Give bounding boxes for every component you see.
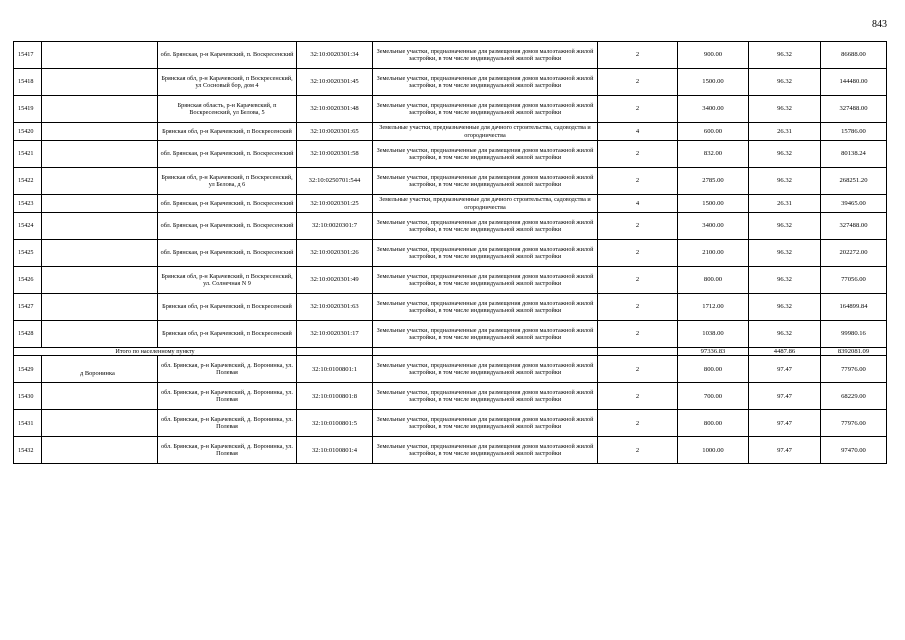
cadastral-number-cell: 32:10:0020301:48 — [297, 96, 373, 123]
group-cell: 2 — [598, 383, 678, 410]
cadastral-number-cell: 32:10:0100801:1 — [297, 356, 373, 383]
row-number: 15428 — [14, 321, 42, 348]
table-row — [14, 69, 887, 96]
area-cell: 900.00 — [678, 42, 749, 69]
land-purpose-cell: Земельные участки, предназначенные для размещения домов малоэтажной жилой застройки, в том числе индивидуальной жилой застройки — [373, 69, 598, 96]
table-body-voroninka — [14, 356, 887, 464]
subtotal-rate: 4487.86 — [749, 348, 821, 356]
row-number: 15423 — [14, 195, 42, 213]
cadastral-value-cell: 15786.00 — [821, 123, 887, 141]
table-row — [14, 141, 887, 168]
cadastral-value-cell: 97470.00 — [821, 437, 887, 464]
cell-empty — [42, 96, 158, 123]
rate-cell: 96.32 — [749, 168, 821, 195]
rate-cell: 26.31 — [749, 195, 821, 213]
table-row — [14, 240, 887, 267]
group-cell: 2 — [598, 410, 678, 437]
land-purpose-cell: Земельные участки, предназначенные для размещения домов малоэтажной жилой застройки, в том числе индивидуальной жилой застройки — [373, 96, 598, 123]
table-row — [14, 437, 887, 464]
area-cell: 600.00 — [678, 123, 749, 141]
cadastral-value-cell: 99980.16 — [821, 321, 887, 348]
cadastral-number-cell: 32:10:0020301:58 — [297, 141, 373, 168]
land-purpose-cell: Земельные участки, предназначенные для размещения домов малоэтажной жилой застройки, в том числе индивидуальной жилой застройки — [373, 410, 598, 437]
cadastral-number-cell: 32:10:0020301:49 — [297, 267, 373, 294]
rate-cell: 96.32 — [749, 240, 821, 267]
cadastral-value-cell: 77976.00 — [821, 410, 887, 437]
area-cell: 3400.00 — [678, 213, 749, 240]
cell-empty — [598, 348, 678, 356]
table-row — [14, 168, 887, 195]
land-register-table — [13, 41, 887, 464]
cell-empty — [373, 348, 598, 356]
rate-cell: 96.32 — [749, 321, 821, 348]
address-cell: Брянская обл, р-н Карачевский, п Воскресенский, ул Белова, д 6 — [158, 168, 297, 195]
land-purpose-cell: Земельные участки, предназначенные для размещения домов малоэтажной жилой застройки, в том числе индивидуальной жилой застройки — [373, 141, 598, 168]
address-cell: обл. Брянская, р-н Карачевский, п. Воскресенский — [158, 240, 297, 267]
row-number: 15425 — [14, 240, 42, 267]
address-cell: обл. Брянская, р-н Карачевский, п. Воскресенский — [158, 141, 297, 168]
cadastral-value-cell: 80138.24 — [821, 141, 887, 168]
group-cell: 2 — [598, 437, 678, 464]
cadastral-number-cell: 32:10:0100801:8 — [297, 383, 373, 410]
cadastral-number-cell: 32:10:0020301:17 — [297, 321, 373, 348]
address-cell: обл. Брянская, р-н Карачевский, п. Воскресенский — [158, 195, 297, 213]
land-purpose-cell: Земельные участки, предназначенные для размещения домов малоэтажной жилой застройки, в том числе индивидуальной жилой застройки — [373, 383, 598, 410]
subtotal-area: 97336.83 — [678, 348, 749, 356]
table-row — [14, 294, 887, 321]
table-row — [14, 383, 887, 410]
cadastral-number-cell: 32:10:0020301:26 — [297, 240, 373, 267]
subtotal-label: Итого по населенному пункту — [14, 348, 297, 356]
address-cell: обл. Брянская, р-н Карачевский, п. Воскресенский — [158, 213, 297, 240]
table-body-voskresensky — [14, 42, 887, 348]
area-cell: 700.00 — [678, 383, 749, 410]
cadastral-number-cell: 32:10:0020301:25 — [297, 195, 373, 213]
rate-cell: 96.32 — [749, 267, 821, 294]
group-cell: 2 — [598, 240, 678, 267]
area-cell: 2785.00 — [678, 168, 749, 195]
cadastral-value-cell: 68229.00 — [821, 383, 887, 410]
settlement-name: д Воронинка — [80, 370, 115, 377]
rate-cell: 96.32 — [749, 213, 821, 240]
group-cell: 2 — [598, 267, 678, 294]
subtotal-value: 8392081.09 — [821, 348, 887, 356]
cadastral-number-cell: 32:10:0020301:45 — [297, 69, 373, 96]
address-cell: Брянская обл, р-н Карачевский, п Воскресенский — [158, 123, 297, 141]
table-row — [14, 356, 887, 383]
cadastral-value-cell: 268251.20 — [821, 168, 887, 195]
cell-empty — [42, 383, 158, 410]
rate-cell: 97.47 — [749, 437, 821, 464]
area-cell: 1000.00 — [678, 437, 749, 464]
cell-empty — [42, 213, 158, 240]
row-number: 15417 — [14, 42, 42, 69]
cell-empty — [42, 267, 158, 294]
area-cell: 3400.00 — [678, 96, 749, 123]
cadastral-number-cell: 32:10:0100801:4 — [297, 437, 373, 464]
row-number: 15422 — [14, 168, 42, 195]
group-cell: 2 — [598, 294, 678, 321]
group-cell: 2 — [598, 141, 678, 168]
cadastral-number-cell: 32:10:0020301:63 — [297, 294, 373, 321]
cadastral-number-cell: 32:10:0020301:34 — [297, 42, 373, 69]
rate-cell: 96.32 — [749, 141, 821, 168]
land-purpose-cell: Земельные участки, предназначенные для дачного строительства, садоводства и огородничества — [373, 195, 598, 213]
area-cell: 1712.00 — [678, 294, 749, 321]
area-cell: 832.00 — [678, 141, 749, 168]
row-number: 15418 — [14, 69, 42, 96]
group-cell: 2 — [598, 96, 678, 123]
land-purpose-cell: Земельные участки, предназначенные для размещения домов малоэтажной жилой застройки, в том числе индивидуальной жилой застройки — [373, 240, 598, 267]
table-row — [14, 42, 887, 69]
row-number: 15427 — [14, 294, 42, 321]
row-number: 15429 — [14, 356, 42, 383]
rate-cell: 26.31 — [749, 123, 821, 141]
cell-empty — [42, 437, 158, 464]
cell-empty — [42, 294, 158, 321]
row-number: 15432 — [14, 437, 42, 464]
cell-empty — [297, 348, 373, 356]
land-purpose-cell: Земельные участки, предназначенные для размещения домов малоэтажной жилой застройки, в том числе индивидуальной жилой застройки — [373, 267, 598, 294]
area-cell: 800.00 — [678, 267, 749, 294]
rate-cell: 97.47 — [749, 410, 821, 437]
row-number: 15419 — [14, 96, 42, 123]
address-cell: Брянская обл, р-н Карачевский, п Воскресенский — [158, 294, 297, 321]
group-cell: 2 — [598, 168, 678, 195]
cadastral-number-cell: 32:10:0100801:5 — [297, 410, 373, 437]
area-cell: 800.00 — [678, 410, 749, 437]
cadastral-value-cell: 327488.00 — [821, 96, 887, 123]
cadastral-value-cell: 327488.00 — [821, 213, 887, 240]
group-cell: 2 — [598, 213, 678, 240]
rate-cell: 96.32 — [749, 294, 821, 321]
address-cell: обл. Брянская, р-н Карачевский, д. Воронинка, ул. Полевая — [158, 383, 297, 410]
rate-cell: 96.32 — [749, 42, 821, 69]
row-number: 15424 — [14, 213, 42, 240]
address-cell: Брянская обл, р-н Карачевский, п Воскресенский — [158, 321, 297, 348]
group-cell: 2 — [598, 69, 678, 96]
cadastral-value-cell: 144480.00 — [821, 69, 887, 96]
rate-cell: 96.32 — [749, 69, 821, 96]
group-cell: 4 — [598, 123, 678, 141]
land-purpose-cell: Земельные участки, предназначенные для размещения домов малоэтажной жилой застройки, в том числе индивидуальной жилой застройки — [373, 356, 598, 383]
cell-empty — [42, 141, 158, 168]
table-row — [14, 123, 887, 141]
address-cell: Брянская обл, р-н Карачевский, п Воскресенский, ул Сосновый бор, дом 4 — [158, 69, 297, 96]
cadastral-number-cell: 32:10:0020301:65 — [297, 123, 373, 141]
cell-empty — [42, 240, 158, 267]
land-purpose-cell: Земельные участки, предназначенные для размещения домов малоэтажной жилой застройки, в том числе индивидуальной жилой застройки — [373, 437, 598, 464]
cell-empty — [42, 42, 158, 69]
area-cell: 1500.00 — [678, 195, 749, 213]
group-cell: 2 — [598, 42, 678, 69]
row-number: 15421 — [14, 141, 42, 168]
cadastral-value-cell: 77056.00 — [821, 267, 887, 294]
area-cell: 800.00 — [678, 356, 749, 383]
table-row — [14, 410, 887, 437]
cadastral-value-cell: 77976.00 — [821, 356, 887, 383]
page-number: 843 — [872, 19, 887, 30]
area-cell: 1500.00 — [678, 69, 749, 96]
land-purpose-cell: Земельные участки, предназначенные для дачного строительства, садоводства и огородничества — [373, 123, 598, 141]
table-row — [14, 96, 887, 123]
land-purpose-cell: Земельные участки, предназначенные для размещения домов малоэтажной жилой застройки, в том числе индивидуальной жилой застройки — [373, 213, 598, 240]
land-purpose-cell: Земельные участки, предназначенные для размещения домов малоэтажной жилой застройки, в том числе индивидуальной жилой застройки — [373, 294, 598, 321]
cell-empty — [42, 321, 158, 348]
address-cell: обл. Брянская, р-н Карачевский, д. Воронинка, ул. Полевая — [158, 437, 297, 464]
group-cell: 4 — [598, 195, 678, 213]
cadastral-number-cell: 32:10:0250701:544 — [297, 168, 373, 195]
address-cell: обл. Брянская, р-н Карачевский, д. Воронинка, ул. Полевая — [158, 410, 297, 437]
row-number: 15426 — [14, 267, 42, 294]
row-number: 15430 — [14, 383, 42, 410]
cell-empty — [42, 123, 158, 141]
group-cell: 2 — [598, 356, 678, 383]
land-purpose-cell: Земельные участки, предназначенные для размещения домов малоэтажной жилой застройки, в том числе индивидуальной жилой застройки — [373, 321, 598, 348]
cadastral-number-cell: 32:10:0020301:7 — [297, 213, 373, 240]
table-row — [14, 267, 887, 294]
table-row — [14, 195, 887, 213]
subtotal-row — [14, 348, 887, 356]
land-purpose-cell: Земельные участки, предназначенные для размещения домов малоэтажной жилой застройки, в том числе индивидуальной жилой застройки — [373, 42, 598, 69]
address-cell: обл. Брянская, р-н Карачевский, д. Воронинка, ул. Полевая — [158, 356, 297, 383]
rate-cell: 97.47 — [749, 356, 821, 383]
rate-cell: 97.47 — [749, 383, 821, 410]
table-subtotal — [14, 348, 887, 356]
table-row — [14, 321, 887, 348]
cell-empty — [42, 410, 158, 437]
row-number: 15420 — [14, 123, 42, 141]
rate-cell: 96.32 — [749, 96, 821, 123]
group-cell: 2 — [598, 321, 678, 348]
cadastral-value-cell: 86688.00 — [821, 42, 887, 69]
cadastral-value-cell: 39465.00 — [821, 195, 887, 213]
cell-empty — [42, 69, 158, 96]
cadastral-value-cell: 202272.00 — [821, 240, 887, 267]
table-row — [14, 213, 887, 240]
area-cell: 2100.00 — [678, 240, 749, 267]
cell-empty — [42, 168, 158, 195]
address-cell: Брянская обл, р-н Карачевский, п Воскресенский, ул. Солнечная N 9 — [158, 267, 297, 294]
address-cell: обл. Брянская, р-н Карачевский, п. Воскресенский — [158, 42, 297, 69]
cadastral-value-cell: 164899.84 — [821, 294, 887, 321]
address-cell: Брянская область, р-н Карачевский, п Воскресенский, ул Белова, 5 — [158, 96, 297, 123]
land-purpose-cell: Земельные участки, предназначенные для размещения домов малоэтажной жилой застройки, в том числе индивидуальной жилой застройки — [373, 168, 598, 195]
row-number: 15431 — [14, 410, 42, 437]
area-cell: 1038.00 — [678, 321, 749, 348]
cell-empty — [42, 195, 158, 213]
